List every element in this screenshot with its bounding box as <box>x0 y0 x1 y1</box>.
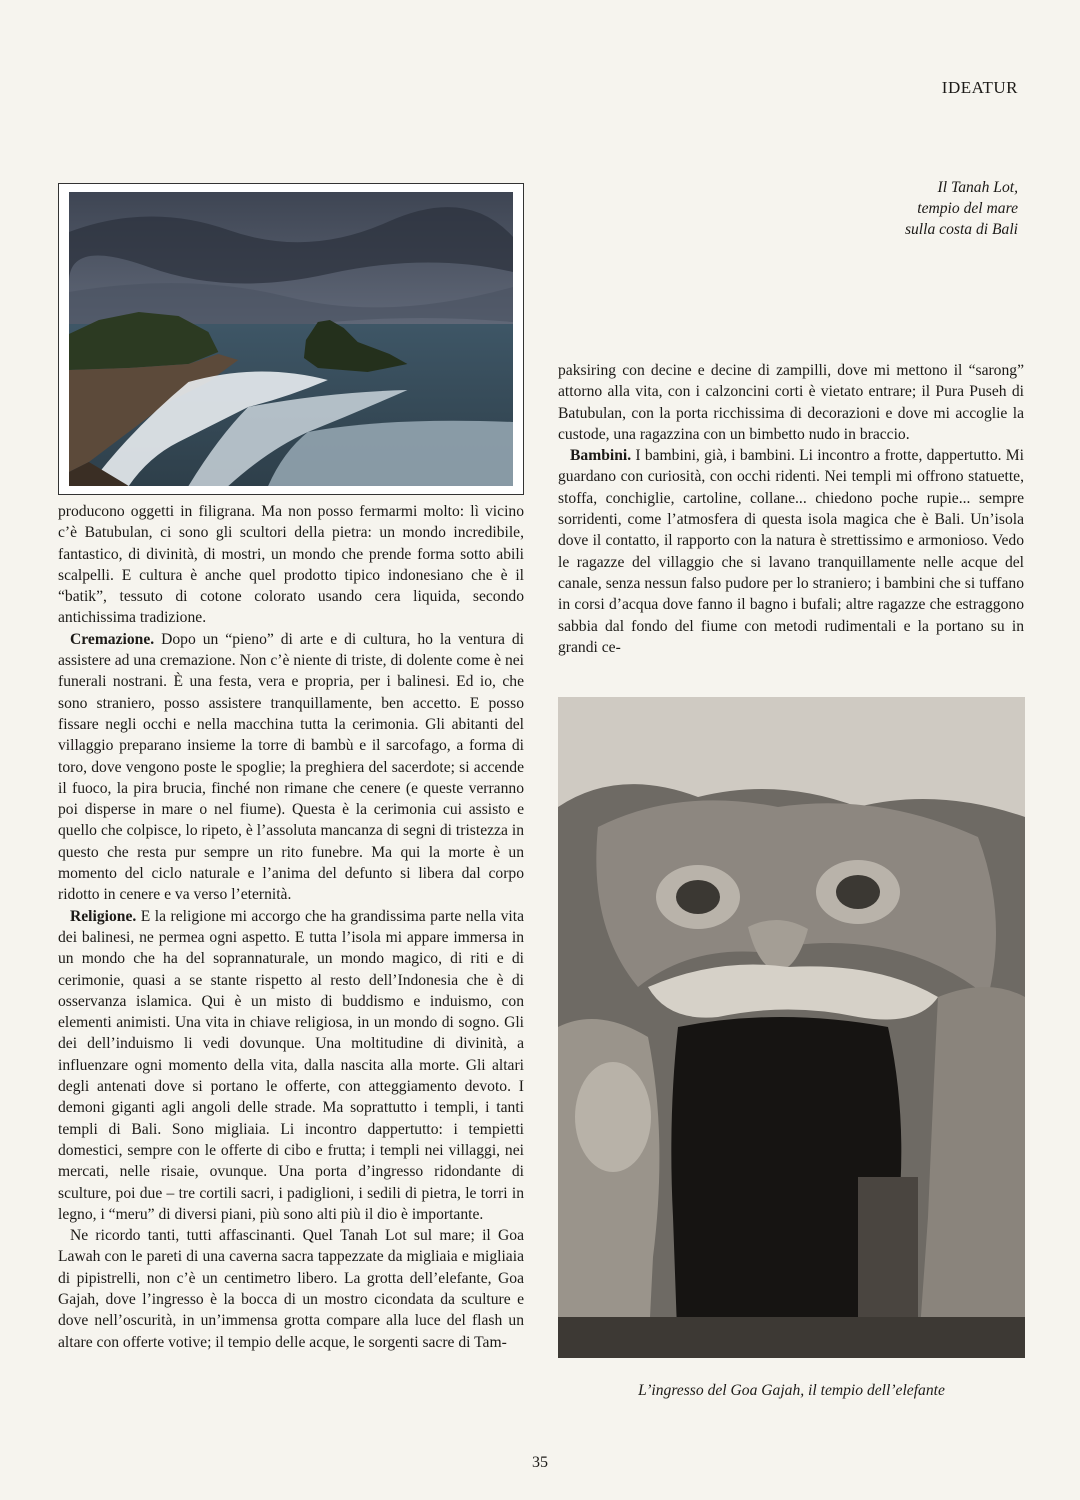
paragraph: Ne ricordo tanti, tutti affascinanti. Quel Tanah Lot sul mare; il Goa Lawah con le pareti di una caverna sacra tappezzate da migliaia e migliaia di pipistrelli, non c’è un centimetro libero. La grotta dell’elefante, Goa Gajah, dove l’ingresso è la bocca di un mostro cicondata da sculture e dove nell’oscurità, in un’immensa grotta compare alla luce del flash un altare con offerte votive; il tempio delle acque, le sorgenti sacre di Tam- <box>58 1227 524 1351</box>
paragraph: paksiring con decine e decine di zampilli, dove mi mettono il “sarong” attorno alla vita, con i calzoncini corti è vietato entrare; il Pura Puseh di Batubulan, con la porta ricchissima di decorazioni e dove mi accoglie la custode, una ragazzina con un bimbetto nudo in braccio. <box>558 362 1024 443</box>
right-text-column <box>558 360 1024 658</box>
paragraph: producono oggetti in filigrana. Ma non posso fermarmi molto: lì vicino c’è Batubulan, ci sono gli scultori della pietra: un mondo incredibile, fantastico, di divinità, di mostri, un mondo che prende forma sotto abili scalpelli. E cultura è anche quel prodotto tipico indonesiano che è il “batik”, tessuto di cotone colorato usando cera liquida, secondo antichissima tradizione. <box>58 503 524 627</box>
section-lead: Religione. <box>70 907 137 925</box>
paragraph-religione <box>58 906 524 1225</box>
tanah-lot-photo <box>58 183 524 495</box>
page-number: 35 <box>532 1454 548 1471</box>
paragraph-text: E la religione mi accorgo che ha grandissima parte nella vita dei balinesi, ne permea ogni aspetto. E tutta l’isola mi appare immersa in un mondo che ha del soprannaturale, un mondo magico, di riti e di cerimonie, quasi a se stante rispetto al resto dell’Indonesia che è di osservanza islamica. Qui è un misto di buddismo e induismo, con elementi animisti. Una vita in chiave religiosa, in un mondo di sogno. Gli dei dell’induismo li vedi dovunque. Una moltitudine di divinità, a influenzare ogni momento della vita, dalla nascita alla morte. Gli altari degli antenati dove si portano le offerte, con atteggiamento devoto. I demoni giganti agli angoli delle strade. Ma soprattutto i templi, i tanti templi di Bali. Sono migliaia. Li incontro dappertutto: i tempietti domestici, sempre con le offerte di cibo e frutta; i templi nei villaggi, nei mercati, nelle risaie, ovunque. Una porta d’ingresso ridondante di sculture, poi due – tre cortili sacri, i padiglioni, i sedili di pietra, le torri in legno, i “meru” di diversi piani, più sono alti più il dio è importante. <box>58 907 524 1223</box>
goa-gajah-caption: L’ingresso del Goa Gajah, il tempio dell’elefante <box>638 1382 945 1399</box>
paragraph-cremazione <box>58 629 524 906</box>
caption-line: Il Tanah Lot, <box>937 179 1018 196</box>
caption-line: sulla costa di Bali <box>904 221 1018 238</box>
section-lead: Cremazione. <box>70 630 155 648</box>
tanah-lot-caption <box>758 177 1018 240</box>
paragraph-bambini <box>558 445 1024 658</box>
section-lead: Bambini. <box>570 447 632 465</box>
goa-gajah-photo <box>558 697 1025 1358</box>
page-header: IDEATUR <box>941 78 1018 97</box>
paragraph-text: I bambini, già, i bambini. Li incontro a frotte, dappertutto. Mi guardano con curiosità, con occhi ridenti. Nei templi mi offrono statuette, stoffa, conchiglie, cartoline, collane... chiedono poche rupie... sempre sorridenti, come l’atmosfera di questa isola magica che è Bali. Un’isola dove il contatto, il rapporto con la natura è strettissimo e armonioso. Vedo le ragazze del villaggio che si lavano tranquillamente nelle acque del canale, senza nessun falso pudore per lo straniero; i bambini che si tuffano in corsi d’acqua dove fanno il bagno i bufali; altre ragazze che estraggono sabbia dal fondo del fiume con metodi rudimentali e la portano su in grandi ce- <box>558 447 1024 656</box>
left-text-column <box>58 501 524 1353</box>
paragraph-text: Dopo un “pieno” di arte e di cultura, ho la ventura di assistere ad una cremazione. Non c’è niente di triste, di dolente come è nei funerali nostrani. È una festa, vera e propria, per i balinesi. Ed io, che sono straniero, posso assistere tranquillamente, ben accetto. E posso fissare negli occhi e nella macchina tutta la cerimonia. Gli abitanti del villaggio preparano insieme la torre di bambù e il sarcofago, a forma di toro, dove vengono poste le spoglie; la preghiera del sacerdote; si accende il fuoco, la pira brucia, finché non rimane che cenere (e queste verranno poi disperse in mare o nel fiume). Questa è la cerimonia cui assisto e quello che colpisce, lo ripeto, è l’assoluta mancanza di segni di tristezza in questo che resta pur sempre un rito funebre. Ma qui la morte è un momento del ciclo naturale e l’anima del defunto si libera dal corpo ridotto in cenere e va verso l’eternità. <box>58 630 524 904</box>
caption-line: tempio del mare <box>917 200 1018 217</box>
